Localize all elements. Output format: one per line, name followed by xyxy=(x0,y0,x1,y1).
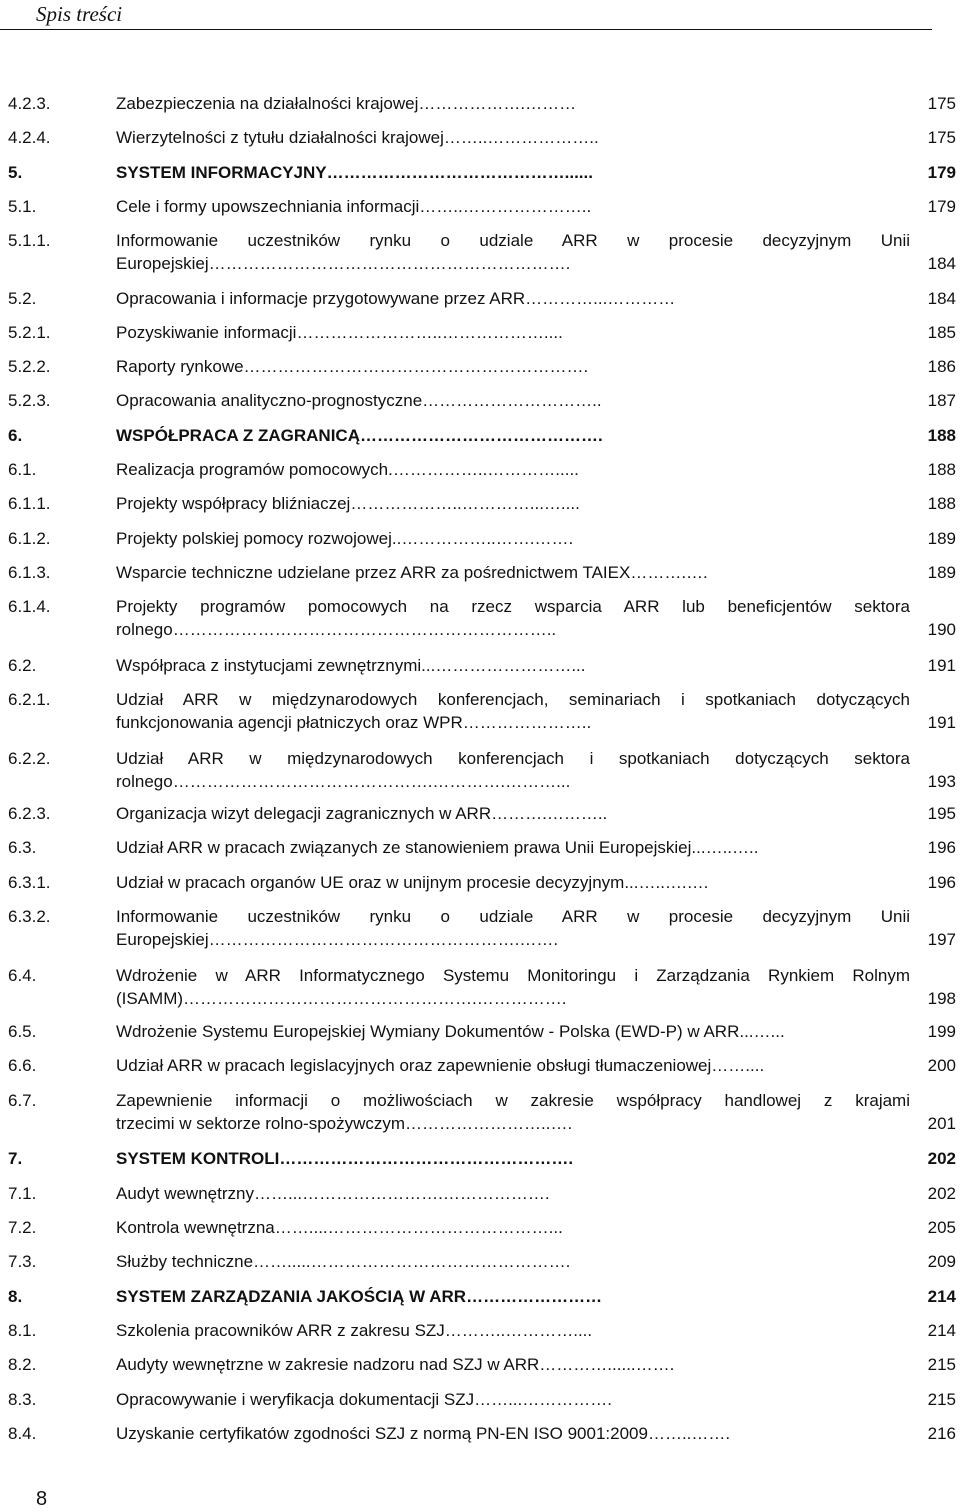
toc-entry-page: 199 xyxy=(927,1022,956,1041)
toc-entry-page: 196 xyxy=(927,838,956,857)
toc-entry-page: 184 xyxy=(927,289,956,308)
toc-entry-page: 215 xyxy=(927,1390,956,1409)
toc-entry-page: 189 xyxy=(927,529,956,548)
toc-entry-number: 5.2.2. xyxy=(8,357,51,376)
toc-entry-title: Udział ARR w pracach legislacyjnych oraz zapewnienie obsługi tłumaczeniowej…….... xyxy=(116,1056,765,1075)
toc-entry-number: 6.1.1. xyxy=(8,494,51,513)
toc-entry-number: 6. xyxy=(8,426,23,445)
toc-entry-number: 7. xyxy=(8,1149,23,1168)
toc-entry-number: 6.4. xyxy=(8,966,37,985)
toc-entry-title: Zabezpieczenia na działalności krajowej……………….……… xyxy=(116,94,577,113)
toc-entry-title: Wdrożenie w ARR Informatycznego Systemu Monitoringu i Zarządzania Rynkiem Rolnym xyxy=(116,966,910,985)
toc-entry-title: Realizacja programów pomocowych.……………..…………..... xyxy=(116,460,579,479)
toc-entry-title: Organizacja wizyt delegacji zagranicznych w ARR……….……….. xyxy=(116,804,608,823)
header-title: Spis treści xyxy=(36,2,123,26)
toc-entry-page: 201 xyxy=(927,1114,956,1133)
toc-entry-page: 191 xyxy=(927,656,956,675)
toc-entry-page: 188 xyxy=(927,494,956,513)
toc-entry-title: trzecimi w sektorze rolno-spożywczym……………………..…. xyxy=(116,1114,573,1133)
toc-entry-number: 5. xyxy=(8,163,23,182)
toc-entry-title: Opracowywanie i weryfikacja dokumentacji SZJ……...……………. xyxy=(116,1390,612,1409)
toc-entry-page: 202 xyxy=(927,1149,956,1168)
toc-entry-number: 6.3.1. xyxy=(8,873,51,892)
toc-entry-page: 198 xyxy=(927,989,956,1008)
toc-entry-number: 4.2.3. xyxy=(8,94,51,113)
toc-entry-title: Audyt wewnętrzny……...…………………….………………. xyxy=(116,1184,550,1203)
toc-entry-number: 6.1.3. xyxy=(8,563,51,582)
toc-entry-number: 6.3.2. xyxy=(8,907,51,926)
toc-entry-page: 190 xyxy=(927,620,956,639)
toc-entry-title: WSPÓŁPRACA Z ZAGRANICĄ……………………………………. xyxy=(116,426,603,445)
toc-entry-title: Zapewnienie informacji o możliwościach w zakresie współpracy handlowej z krajami xyxy=(116,1091,910,1110)
toc-entry-number: 5.1. xyxy=(8,197,37,216)
toc-entry-number: 8. xyxy=(8,1287,23,1306)
toc-entry-page: 188 xyxy=(927,426,956,445)
toc-entry-title: Kontrola wewnętrzna……....…………………………………... xyxy=(116,1218,563,1237)
toc-entry-number: 6.6. xyxy=(8,1056,37,1075)
toc-entry-page: 205 xyxy=(927,1218,956,1237)
toc-entry-title: funkcjonowania agencji płatniczych oraz WPR………………….. xyxy=(116,713,592,732)
toc-entry-title: Opracowania analityczno-prognostyczne………………………….. xyxy=(116,391,602,410)
toc-entry-number: 5.2.1. xyxy=(8,323,51,342)
toc-entry-number: 6.2.2. xyxy=(8,749,51,768)
toc-entry-title: Wdrożenie Systemu Europejskiej Wymiany Dokumentów - Polska (EWD-P) w ARR...…... xyxy=(116,1022,785,1041)
toc-entry-number: 6.1. xyxy=(8,460,37,479)
toc-entry-title: Szkolenia pracowników ARR z zakresu SZJ………..………….... xyxy=(116,1321,593,1340)
toc-entry-number: 6.2.1. xyxy=(8,690,51,709)
toc-entry-number: 4.2.4. xyxy=(8,128,51,147)
toc-entry-number: 7.2. xyxy=(8,1218,37,1237)
toc-entry-page: 179 xyxy=(927,197,956,216)
toc-entry-page: 196 xyxy=(927,873,956,892)
toc-entry-page: 184 xyxy=(927,254,956,273)
toc-entry-number: 7.1. xyxy=(8,1184,37,1203)
toc-entry-page: 215 xyxy=(927,1355,956,1374)
toc-entry-page: 175 xyxy=(927,128,956,147)
toc-entry-title: SYSTEM ZARZĄDZANIA JAKOŚCIĄ W ARR…………………… xyxy=(116,1287,603,1306)
toc-entry-title: Udział ARR w międzynarodowych konferencjach, seminariach i spotkaniach dotyczących xyxy=(116,690,910,709)
toc-entry-title: SYSTEM INFORMACYJNY……………………………………...... xyxy=(116,163,593,182)
toc-entry-number: 8.1. xyxy=(8,1321,37,1340)
toc-entry-title: Audyty wewnętrzne w zakresie nadzoru nad SZJ w ARR…………......……. xyxy=(116,1355,675,1374)
page-number: 8 xyxy=(36,1488,48,1510)
toc-entry-page: 186 xyxy=(927,357,956,376)
toc-entry-number: 7.3. xyxy=(8,1252,37,1271)
toc-entry-number: 6.1.2. xyxy=(8,529,51,548)
toc-entry-title: Projekty polskiej pomocy rozwojowej..……………..…….……. xyxy=(116,529,574,548)
toc-entry-title: Wsparcie techniczne udzielane przez ARR za pośrednictwem TAIEX……….…. xyxy=(116,563,708,582)
toc-entry-number: 6.1.4. xyxy=(8,597,51,616)
toc-entry-title: (ISAMM)…………………………………………….……………. xyxy=(116,989,567,1008)
toc-entry-number: 6.2.3. xyxy=(8,804,51,823)
toc-entry-title: Raporty rynkowe……………………………………………………. xyxy=(116,357,589,376)
toc-entry-title: rolnego………………………………………………………….. xyxy=(116,620,557,639)
toc-entry-title: rolnego……………………………………….………….………... xyxy=(116,772,571,791)
toc-entry-title: Współpraca z instytucjami zewnętrznymi...……………………... xyxy=(116,656,586,675)
toc-entry-title: Informowanie uczestników rynku o udziale ARR w procesie decyzyjnym Unii xyxy=(116,231,910,250)
toc-entry-page: 209 xyxy=(927,1252,956,1271)
toc-entry-title: SYSTEM KONTROLI……………………………………………. xyxy=(116,1149,574,1168)
toc-entry-number: 6.5. xyxy=(8,1022,37,1041)
toc-entry-number: 8.3. xyxy=(8,1390,37,1409)
toc-entry-title: Europejskiej………………………………………………………. xyxy=(116,254,571,273)
toc-entry-title: Projekty programów pomocowych na rzecz wsparcia ARR lub beneficjentów sektora xyxy=(116,597,910,616)
toc-entry-number: 5.2.3. xyxy=(8,391,51,410)
toc-entry-page: 193 xyxy=(927,772,956,791)
toc-entry-title: Wierzytelności z tytułu działalności krajowej……..……………….. xyxy=(116,128,599,147)
toc-entry-page: 195 xyxy=(927,804,956,823)
toc-entry-page: 185 xyxy=(927,323,956,342)
toc-entry-page: 189 xyxy=(927,563,956,582)
toc-entry-title: Udział ARR w pracach związanych ze stanowieniem prawa Unii Europejskiej...…..….. xyxy=(116,838,759,857)
toc-entry-number: 5.1.1. xyxy=(8,231,51,250)
toc-entry-page: 197 xyxy=(927,930,956,949)
toc-entry-title: Udział w pracach organów UE oraz w unijnym procesie decyzyjnym...…..….…. xyxy=(116,873,709,892)
toc-entry-page: 200 xyxy=(927,1056,956,1075)
toc-entry-title: Informowanie uczestników rynku o udziale ARR w procesie decyzyjnym Unii xyxy=(116,907,910,926)
toc-entry-title: Projekty współpracy bliźniaczej………………..…………...….... xyxy=(116,494,580,513)
toc-entry-title: Służby techniczne…….....………………………………………. xyxy=(116,1252,571,1271)
toc-entry-page: 214 xyxy=(927,1321,956,1340)
toc-entry-number: 6.7. xyxy=(8,1091,37,1110)
toc-entry-title: Pozyskiwanie informacji……………………..……………….... xyxy=(116,323,563,342)
toc-entry-number: 8.2. xyxy=(8,1355,37,1374)
toc-entry-title: Cele i formy upowszechniania informacji……..………………….. xyxy=(116,197,592,216)
toc-entry-number: 5.2. xyxy=(8,289,37,308)
toc-entry-page: 214 xyxy=(927,1287,956,1306)
toc-entry-title: Europejskiej……………………………………………….……. xyxy=(116,930,559,949)
toc-entry-title: Uzyskanie certyfikatów zgodności SZJ z normą PN-EN ISO 9001:2009……..……. xyxy=(116,1424,731,1443)
toc-entry-number: 8.4. xyxy=(8,1424,37,1443)
toc-entry-number: 6.2. xyxy=(8,656,37,675)
toc-entry-number: 6.3. xyxy=(8,838,37,857)
toc-entry-page: 187 xyxy=(927,391,956,410)
toc-entry-title: Udział ARR w międzynarodowych konferencjach i spotkaniach dotyczących sektora xyxy=(116,749,910,768)
toc-entry-page: 191 xyxy=(927,713,956,732)
toc-entry-title: Opracowania i informacje przygotowywane przez ARR…………...………… xyxy=(116,289,676,308)
toc-entry-page: 202 xyxy=(927,1184,956,1203)
toc-entry-page: 188 xyxy=(927,460,956,479)
toc-entry-page: 216 xyxy=(927,1424,956,1443)
toc-entry-page: 179 xyxy=(927,163,956,182)
toc-entry-page: 175 xyxy=(927,94,956,113)
